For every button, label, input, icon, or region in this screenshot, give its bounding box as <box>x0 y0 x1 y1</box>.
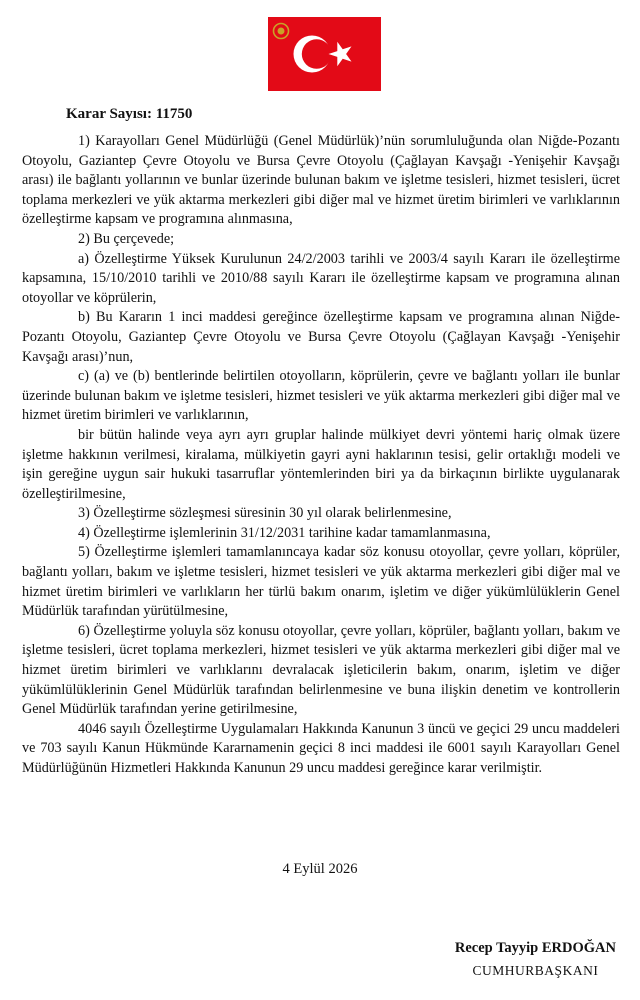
paragraph: 6) Özelleştirme yoluyla söz konusu otoyollar, çevre yolları, köprüler, bağlantı yolları, bakım ve işletme tesisleri, ücret toplama merkezleri, hizmet tesisleri ve yük aktarma merkezleri gibi diğer mal ve hizmet üretim birimleri ve varlıklarını devralacak işleticilerin bakım, onarım, işletim ve diğer yükümlülüklerinin Genel Müdürlük tarafından belirlenmesine ve buna ilişkin denetim ve kontrollerin Genel Müdürlük tarafından yerine getirilmesine, <box>22 622 620 718</box>
paragraph: a) Özelleştirme Yüksek Kurulunun 24/2/2003 tarihli ve 2003/4 sayılı Kararı ile özelleştirme kapsamına, 15/10/2010 tarihli ve 2010/88 sayılı Kararı ile özelleştirme kapsam ve programına alınan otoyollar ve köprülerin, <box>22 250 620 306</box>
decision-body <box>22 132 620 779</box>
crescent-inner <box>302 39 332 69</box>
paragraph: bir bütün halinde veya ayrı ayrı gruplar halinde mülkiyet devri yöntemi hariç olmak üzere işletme hakkının verilmesi, kiralama, mülkiyetin gayri ayni haklarının tesisi, gelir ortaklığı modeli ve işin gereğine uygun sair hukuki tasarruflar yöntemlerinden biri ya da birkaçının birlikte uygulanarak özelleştirilmesine, <box>22 426 620 502</box>
turkish-flag-icon <box>268 17 381 91</box>
paragraph: 4046 sayılı Özelleştirme Uygulamaları Hakkında Kanunun 3 üncü ve geçici 29 uncu maddeleri ve 703 sayılı Kanun Hükmünde Kararnamenin geçici 8 inci maddesi ile 6001 sayılı Karayolları Genel Müdürlüğünün Hizmetleri Hakkında Kanunun 29 uncu maddesi gereğince karar verilmiştir. <box>22 720 620 776</box>
document-date: 4 Eylül 2026 <box>282 861 358 877</box>
paragraph: 5) Özelleştirme işlemleri tamamlanıncaya kadar söz konusu otoyollar, çevre yolları, köprüler, bağlantı yolları, bakım ve işletme tesisleri, hizmet tesisleri ve yük aktarma merkezleri gibi diğer mal ve hizmet üretim birimleri ve varlıkların her türlü bakım onarım, işletim ve diğer yükümlülüklerin Genel Müdürlük tarafından yürütülmesine, <box>22 544 620 620</box>
paragraph: b) Bu Kararın 1 inci maddesi gereğince özelleştirme kapsam ve programına alınan Niğde-Pozantı Otoyolu, Gaziantep Çevre Otoyolu ve Bursa Çevre Otoyolu (Çağlayan Kavşağı -Yenişehir Kavşağı arası)’nun, <box>22 309 620 365</box>
signatory-name: Recep Tayyip ERDOĞAN <box>454 940 616 956</box>
paragraph: c) (a) ve (b) bentlerinde belirtilen otoyolların, köprülerin, çevre ve bağlantı yolları ile bunlar üzerinde bulunan bakım ve işletme tesisleri, hizmet tesisleri ve yük aktarma merkezleri gibi diğer mal ve hizmet üretim birimleri ve varlıklarının, <box>22 368 620 424</box>
paragraph: 1) Karayolları Genel Müdürlüğü (Genel Müdürlük)’nün sorumluluğunda olan Niğde-Pozantı Otoyolu, Gaziantep Çevre Otoyolu ve Bursa Çevre Otoyolu (Çağlayan Kavşağı -Yenişehir Kavşağı arası) ile bağlantı yollarının ve bunlar üzerinde bulunan bakım ve işletme tesisleri, hizmet tesisleri, ücret toplama merkezleri ve yük aktarma merkezleri gibi diğer mal ve hizmet üretim birimleri ve varlıklarının özelleştirme kapsam ve programına alınmasına, <box>22 133 620 228</box>
decision-number: Karar Sayısı: 11750 <box>66 106 193 122</box>
paragraph: 4) Özelleştirme işlemlerinin 31/12/2031 tarihine kadar tamamlanmasına, <box>78 524 491 541</box>
signatory-title: CUMHURBAŞKANI <box>472 963 599 978</box>
paragraph: 3) Özelleştirme sözleşmesi süresinin 30 yıl olarak belirlenmesine, <box>78 505 452 522</box>
paragraph: 2) Bu çerçevede; <box>78 230 175 247</box>
signature-block <box>455 940 616 979</box>
